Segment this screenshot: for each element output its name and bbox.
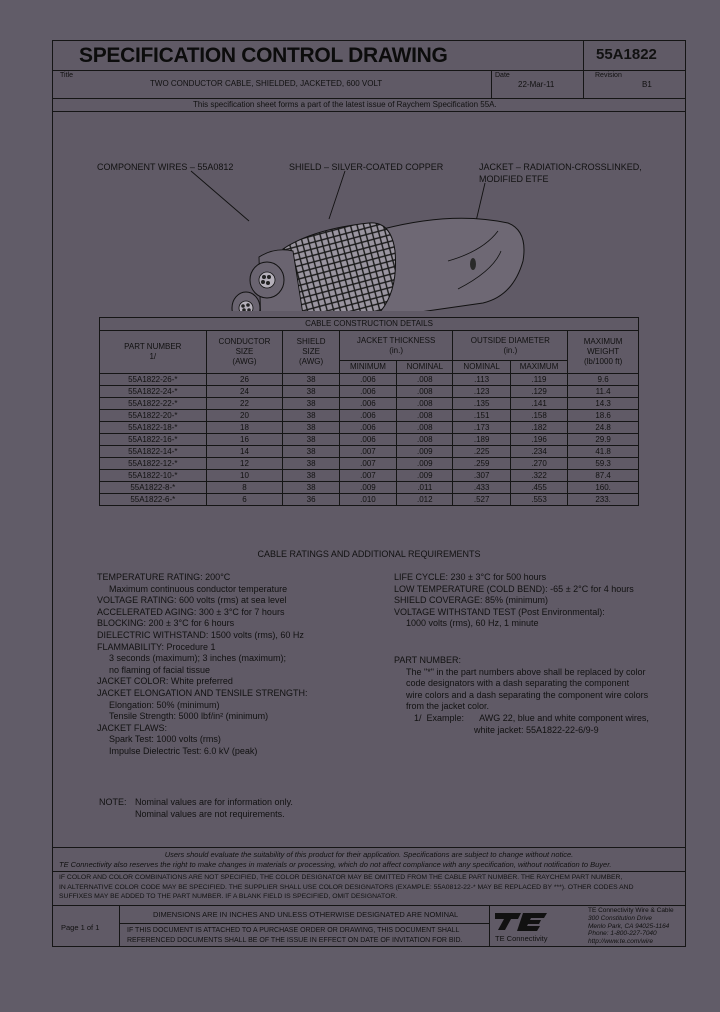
callout-shield: SHIELD – SILVER-COATED COPPER — [289, 162, 444, 172]
revision-label: Revision — [595, 72, 622, 79]
cell-max-weight: 24.8 — [568, 422, 639, 434]
cell-od-nominal: .173 — [453, 422, 510, 434]
cell-od-maximum: .182 — [510, 422, 567, 434]
part-number-example-line2: white jacket: 55A1822-22-6/9-9 — [474, 725, 599, 735]
cell-jacket-minimum: .009 — [339, 482, 396, 494]
cell-od-nominal: .433 — [453, 482, 510, 494]
cell-od-nominal: .123 — [453, 386, 510, 398]
rating-temperature: TEMPERATURE RATING: 200°C — [97, 572, 231, 582]
table-row — [100, 446, 639, 458]
cell-jacket-nominal: .008 — [397, 434, 453, 446]
table-row — [100, 470, 639, 482]
cell-jacket-nominal: .008 — [397, 422, 453, 434]
header-shield-size: SHIELD SIZE (AWG) — [283, 331, 339, 374]
cell-conductor-size: 12 — [206, 458, 283, 470]
cell-conductor-size: 6 — [206, 494, 283, 506]
ratings-right-column — [394, 572, 634, 630]
rating-spark-test: Spark Test: 1000 volts (rms) — [109, 734, 221, 745]
cell-conductor-size: 22 — [206, 398, 283, 410]
part-number-example: 1/ Example: AWG 22, blue and white component wires, — [414, 713, 649, 723]
disclaimer-line1: Users should evaluate the suitability of this product for their application. Specifications are subject to change without notice. — [164, 850, 574, 859]
rating-blocking: BLOCKING: 200 ± 3°C for 6 hours — [97, 618, 235, 629]
cell-od-nominal: .189 — [453, 434, 510, 446]
cell-jacket-nominal: .012 — [397, 494, 453, 506]
cell-shield-size: 38 — [283, 398, 339, 410]
logo-text: TE Connectivity — [495, 934, 548, 943]
rating-life-cycle: LIFE CYCLE: 230 ± 3°C for 500 hours — [394, 572, 547, 582]
cell-shield-size: 38 — [283, 458, 339, 470]
cell-od-maximum: .141 — [510, 398, 567, 410]
cell-od-nominal: .151 — [453, 410, 510, 422]
cell-conductor-size: 10 — [206, 470, 283, 482]
cell-shield-size: 38 — [283, 374, 339, 386]
cable-illustration — [53, 111, 685, 311]
rating-accelerated-aging: ACCELERATED AGING: 300 ± 3°C for 7 hours — [97, 606, 285, 617]
rating-voltage-withstand-detail: 1000 volts (rms), 60 Hz, 1 minute — [406, 618, 539, 629]
cell-conductor-size: 24 — [206, 386, 283, 398]
cell-jacket-minimum: .006 — [339, 398, 396, 410]
rating-flammability-detail-1: 3 seconds (maximum); 3 inches (maximum); — [109, 653, 287, 664]
note-lines: Nominal values are for information only. Nominal values are not requirements. — [135, 797, 293, 819]
cell-conductor-size: 8 — [206, 482, 283, 494]
cell-od-maximum: .158 — [510, 410, 567, 422]
disclaimer-line2: TE Connectivity also reserves the right to make changes in materials or processing, which do not affect compliance with any specification, without notification to Buyer. — [59, 860, 612, 869]
table-row — [100, 458, 639, 470]
cell-max-weight: 87.4 — [568, 470, 639, 482]
header-jacket-thickness: JACKET THICKNESS (in.) — [339, 331, 453, 361]
cell-part-number: 55A1822-16-* — [100, 434, 207, 446]
cell-max-weight: 160. — [568, 482, 639, 494]
specification-note: This specification sheet forms a part of the latest issue of Raychem Specification 55A. — [193, 100, 497, 109]
cell-jacket-minimum: .007 — [339, 470, 396, 482]
cell-od-nominal: .259 — [453, 458, 510, 470]
cell-od-nominal: .527 — [453, 494, 510, 506]
table-row — [100, 374, 639, 386]
part-number-heading: PART NUMBER: — [394, 655, 462, 665]
cell-jacket-minimum: .006 — [339, 374, 396, 386]
cell-shield-size: 38 — [283, 470, 339, 482]
cell-max-weight: 11.4 — [568, 386, 639, 398]
rating-voltage: VOLTAGE RATING: 600 volts (rms) at sea level — [97, 595, 287, 606]
te-logo-icon — [495, 910, 565, 932]
cell-shield-size: 38 — [283, 446, 339, 458]
leader-line-wires — [191, 171, 249, 221]
cell-jacket-nominal: .008 — [397, 410, 453, 422]
note-label: NOTE: — [99, 797, 127, 807]
cell-part-number: 55A1822-22-* — [100, 398, 207, 410]
header-outside-diameter: OUTSIDE DIAMETER (in.) — [453, 331, 568, 361]
cell-jacket-minimum: .006 — [339, 434, 396, 446]
cell-part-number: 55A1822-12-* — [100, 458, 207, 470]
cell-jacket-nominal: .011 — [397, 482, 453, 494]
ratings-left-column — [97, 572, 308, 758]
cell-part-number: 55A1822-10-* — [100, 470, 207, 482]
cell-jacket-minimum: .007 — [339, 446, 396, 458]
rating-flammability: FLAMMABILITY: Procedure 1 — [97, 641, 216, 652]
cell-max-weight: 233. — [568, 494, 639, 506]
cell-od-nominal: .225 — [453, 446, 510, 458]
cell-od-maximum: .553 — [510, 494, 567, 506]
callout-jacket-line1: JACKET – RADIATION-CROSSLINKED, — [479, 162, 642, 172]
cell-part-number: 55A1822-20-* — [100, 410, 207, 422]
cell-jacket-nominal: .008 — [397, 398, 453, 410]
table-row — [100, 434, 639, 446]
cell-od-maximum: .129 — [510, 386, 567, 398]
company-address: TE Connectivity Wire & Cable 300 Constitution Drive Menlo Park, CA 94025-1164 Phone: 1-800-227-7040 http://www.te.com/wire — [588, 907, 674, 946]
rating-jacket-flaws: JACKET FLAWS: — [97, 722, 168, 733]
cell-shield-size: 38 — [283, 410, 339, 422]
rating-jacket-elongation: JACKET ELONGATION AND TENSILE STRENGTH: — [97, 687, 308, 698]
rating-jacket-color: JACKET COLOR: White preferred — [97, 676, 233, 687]
cell-jacket-minimum: .006 — [339, 422, 396, 434]
cell-part-number: 55A1822-24-* — [100, 386, 207, 398]
page-number: Page 1 of 1 — [61, 923, 100, 932]
table-row — [100, 386, 639, 398]
cell-od-nominal: .113 — [453, 374, 510, 386]
rating-shield-coverage: SHIELD COVERAGE: 85% (minimum) — [394, 595, 549, 606]
cell-shield-size: 36 — [283, 494, 339, 506]
drawing-title: SPECIFICATION CONTROL DRAWING — [79, 44, 448, 67]
rating-tensile-value: Tensile Strength: 5000 lbf/in² (minimum) — [109, 711, 269, 722]
cell-od-maximum: .322 — [510, 470, 567, 482]
subheader-jacket-nominal: NOMINAL — [397, 361, 453, 374]
cell-jacket-minimum: .010 — [339, 494, 396, 506]
cell-od-nominal: .307 — [453, 470, 510, 482]
header-part-number: PART NUMBER 1/ — [100, 331, 207, 374]
rating-elongation-value: Elongation: 50% (minimum) — [109, 699, 220, 710]
title-value: TWO CONDUCTOR CABLE, SHIELDED, JACKETED, 600 VOLT — [150, 79, 383, 88]
cell-od-maximum: .455 — [510, 482, 567, 494]
cell-max-weight: 18.6 — [568, 410, 639, 422]
table-row — [100, 398, 639, 410]
precedence-note: IF THIS DOCUMENT IS ATTACHED TO A PURCHASE ORDER OR DRAWING, THIS DOCUMENT SHALL REFERENCED DOCUMENTS SHALL BE OF THE ISSUE IN EFFECT ON DATE OF INVITATION FOR BID. — [127, 927, 463, 944]
drawing-number: 55A1822 — [596, 46, 657, 63]
cell-jacket-nominal: .009 — [397, 458, 453, 470]
cell-max-weight: 41.8 — [568, 446, 639, 458]
cell-jacket-nominal: .008 — [397, 386, 453, 398]
leader-line-shield — [329, 171, 345, 219]
cell-part-number: 55A1822-14-* — [100, 446, 207, 458]
cell-part-number: 55A1822-26-* — [100, 374, 207, 386]
cell-part-number: 55A1822-6-* — [100, 494, 207, 506]
part-number-block: PART NUMBER: The "*" in the part numbers above shall be replaced by color code designators with a dash separating the component wire colors and a dash separating the component wire colors from the jacket color. — [394, 655, 649, 712]
cell-od-maximum: .234 — [510, 446, 567, 458]
revision-value: B1 — [642, 80, 652, 89]
cell-jacket-nominal: .009 — [397, 470, 453, 482]
cell-od-nominal: .135 — [453, 398, 510, 410]
cell-od-maximum: .270 — [510, 458, 567, 470]
rating-flammability-detail-2: no flaming of facial tissue — [109, 664, 211, 675]
table-caption: CABLE CONSTRUCTION DETAILS — [100, 318, 639, 331]
table-row — [100, 410, 639, 422]
cell-shield-size: 38 — [283, 422, 339, 434]
ratings-heading: CABLE RATINGS AND ADDITIONAL REQUIREMENTS — [257, 549, 481, 559]
cell-jacket-nominal: .009 — [397, 446, 453, 458]
header-maximum-weight: MAXIMUM WEIGHT (lb/1000 ft) — [568, 331, 639, 374]
cell-max-weight: 29.9 — [568, 434, 639, 446]
date-label: Date — [495, 72, 510, 79]
cell-max-weight: 14.3 — [568, 398, 639, 410]
table-row — [100, 494, 639, 506]
cell-jacket-minimum: .007 — [339, 458, 396, 470]
cell-shield-size: 38 — [283, 386, 339, 398]
header-conductor-size: CONDUCTOR SIZE (AWG) — [206, 331, 283, 374]
cell-conductor-size: 20 — [206, 410, 283, 422]
cell-conductor-size: 14 — [206, 446, 283, 458]
cell-shield-size: 38 — [283, 434, 339, 446]
rating-impulse-test: Impulse Dielectric Test: 6.0 kV (peak) — [109, 745, 258, 756]
drawing-sheet — [52, 40, 686, 947]
cell-jacket-nominal: .008 — [397, 374, 453, 386]
rating-temperature-detail: Maximum continuous conductor temperature — [109, 583, 288, 594]
cell-od-maximum: .119 — [510, 374, 567, 386]
subheader-jacket-minimum: MINIMUM — [339, 361, 396, 374]
cell-part-number: 55A1822-18-* — [100, 422, 207, 434]
subheader-od-maximum: MAXIMUM — [510, 361, 567, 374]
rating-low-temperature: LOW TEMPERATURE (COLD BEND): -65 ± 2°C for 4 hours — [394, 583, 634, 594]
cell-part-number: 55A1822-8-* — [100, 482, 207, 494]
cell-conductor-size: 18 — [206, 422, 283, 434]
cell-conductor-size: 16 — [206, 434, 283, 446]
rating-voltage-withstand: VOLTAGE WITHSTAND TEST (Post Environmental): — [394, 606, 605, 617]
title-label: Title — [60, 72, 73, 79]
cable-construction-table — [99, 317, 639, 506]
cell-jacket-minimum: .006 — [339, 386, 396, 398]
cell-jacket-minimum: .006 — [339, 410, 396, 422]
date-value: 22-Mar-11 — [518, 80, 555, 89]
cell-max-weight: 59.3 — [568, 458, 639, 470]
table-row — [100, 422, 639, 434]
cell-max-weight: 9.6 — [568, 374, 639, 386]
cell-od-maximum: .196 — [510, 434, 567, 446]
cell-conductor-size: 26 — [206, 374, 283, 386]
cell-shield-size: 38 — [283, 482, 339, 494]
callout-jacket-line2: MODIFIED ETFE — [479, 174, 549, 184]
table-row — [100, 482, 639, 494]
subheader-od-nominal: NOMINAL — [453, 361, 510, 374]
callout-component-wires: COMPONENT WIRES – 55A0812 — [97, 162, 234, 172]
rating-dielectric-withstand: DIELECTRIC WITHSTAND: 1500 volts (rms), 60 Hz — [97, 629, 304, 640]
color-code-notice: IF COLOR AND COLOR COMBINATIONS ARE NOT SPECIFIED, THE COLOR DESIGNATOR MAY BE OMITTED FROM THE CABLE PART NUMBER. THE RAYCHEM PART NUMBER, IN ALTERNATIVE COLOR CODE MAY BE SPECIFIED. THE SUPPLIER SHALL USE COLOR DESIGNATORS (EXAMPLE: 55A0812-22-* MAY BE REPLACED BY ***). OTHER CODES AND SUFFIXES MAY BE ADDED TO THE PART NUMBER. IF A BLANK FIELD IS SPECIFIED, OMIT DESIGNATOR. — [59, 874, 634, 901]
dimensions-note: DIMENSIONS ARE IN INCHES AND UNLESS OTHERWISE DESIGNATED ARE NOMINAL — [153, 910, 459, 919]
